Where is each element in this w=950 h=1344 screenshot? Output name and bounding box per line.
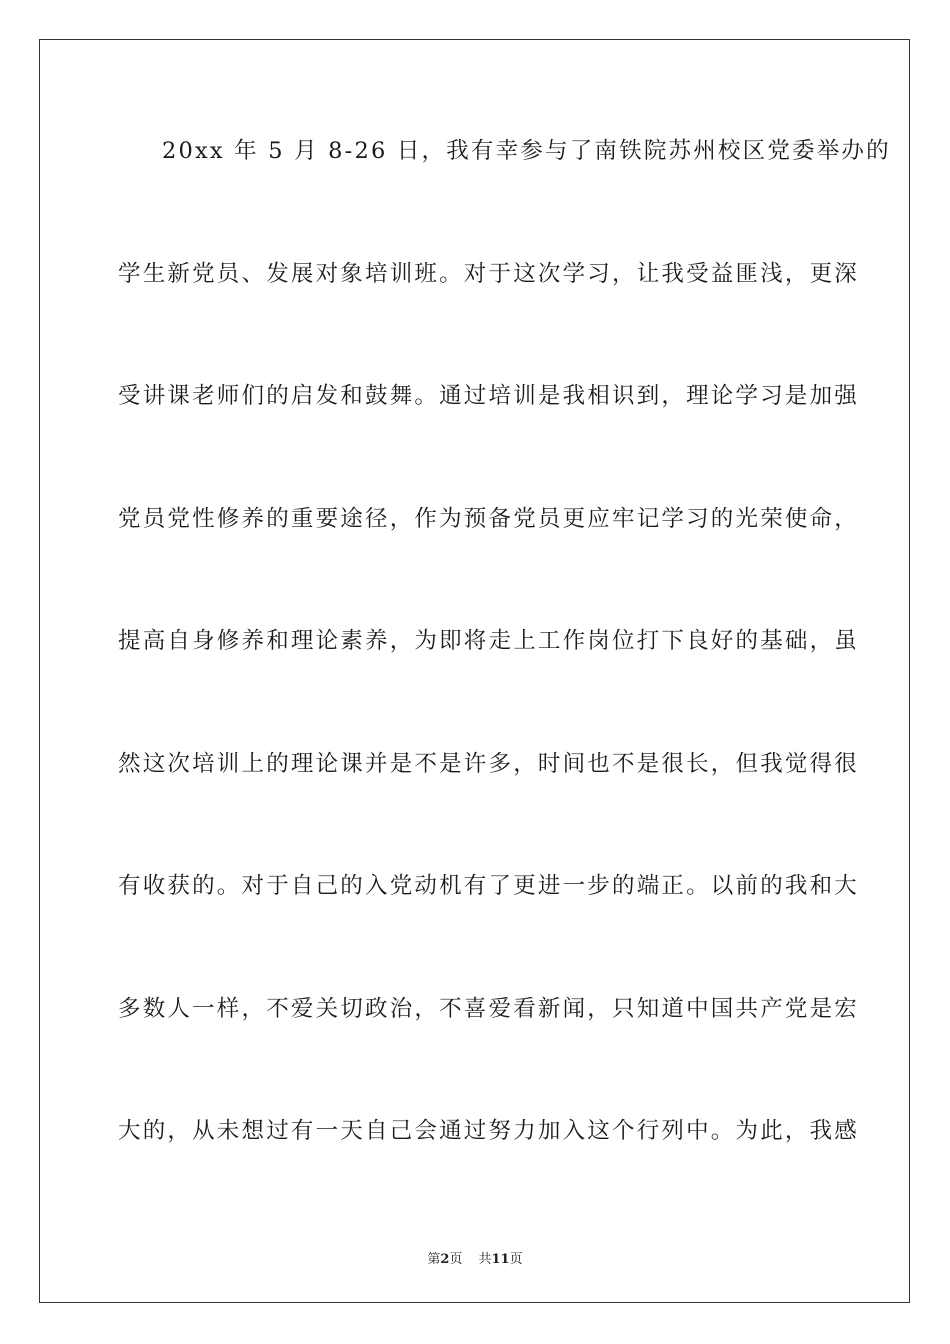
text-line-4: 党员党性修养的重要途径，作为预备党员更应牢记学习的光荣使命， [118,505,860,532]
text-line-1: 20xx 年 5 月 8-26 日，我有幸参与了南铁院苏州校区党委举办的 [162,138,891,164]
total-pages: 11 [491,1252,510,1267]
text-line-3: 受讲课老师们的启发和鼓舞。通过培训是我相识到，理论学习是加强 [118,383,860,409]
page-suffix: 页 [449,1252,463,1267]
text-line-5: 提高自身修养和理论素养，为即将走上工作岗位打下良好的基础，虽 [118,628,860,654]
page-footer [0,1248,950,1267]
text-line-2: 学生新党员、发展对象培训班。对于这次学习，让我受益匪浅，更深 [118,260,860,287]
text-line-8: 多数人一样，不爱关切政治，不喜爱看新闻，只知道中国共产党是宏 [118,995,860,1022]
document-body [118,128,891,1231]
text-line-6: 然这次培训上的理论课并是不是许多，时间也不是很长，但我觉得很 [118,750,860,777]
text-line-9: 大的，从未想过有一天自己会通过努力加入这个行列中。为此，我感 [118,1118,860,1144]
text-line-7: 有收获的。对于自己的入党动机有了更进一步的端正。以前的我和大 [118,873,860,899]
page-number: 2 [440,1252,450,1267]
page-prefix: 第 [427,1252,441,1267]
total-suffix: 页 [509,1252,523,1267]
total-prefix: 共 [478,1252,492,1267]
